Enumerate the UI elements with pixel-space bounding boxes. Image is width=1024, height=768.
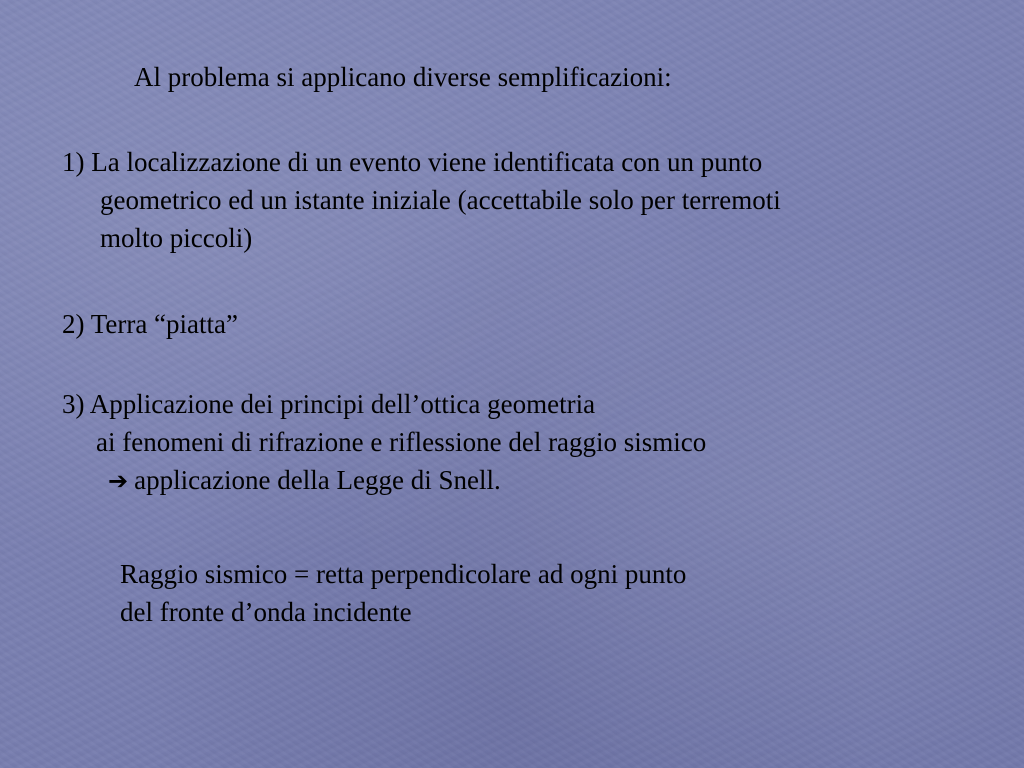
item-1-line-3: molto piccoli) <box>100 223 253 253</box>
item-3-line-2: ai fenomeni di rifrazione e riflessione del raggio sismico <box>96 427 707 457</box>
heading-text: Al problema si applicano diverse semplificazioni: <box>134 62 672 92</box>
note-line-1: Raggio sismico = retta perpendicolare ad ogni punto <box>120 559 687 589</box>
item-3-line-1: 3) Applicazione dei principi dell’ottica geometria <box>62 389 596 419</box>
item-1-line-2: geometrico ed un istante iniziale (accettabile solo per terremoti <box>100 185 781 215</box>
item-3 <box>62 385 706 500</box>
note <box>120 555 686 631</box>
item-2 <box>62 305 238 343</box>
note-line-2: del fronte d’onda incidente <box>120 597 412 627</box>
item-1-line-1: 1) La localizzazione di un evento viene identificata con un punto <box>62 147 763 177</box>
right-arrow-icon: ➔ <box>108 467 129 495</box>
slide-heading <box>134 58 672 96</box>
item-3-line-3-text: applicazione della Legge di Snell. <box>134 465 501 495</box>
item-1 <box>62 143 781 257</box>
item-3-line-3 <box>62 461 706 500</box>
item-2-line-1: 2) Terra “piatta” <box>62 309 239 339</box>
